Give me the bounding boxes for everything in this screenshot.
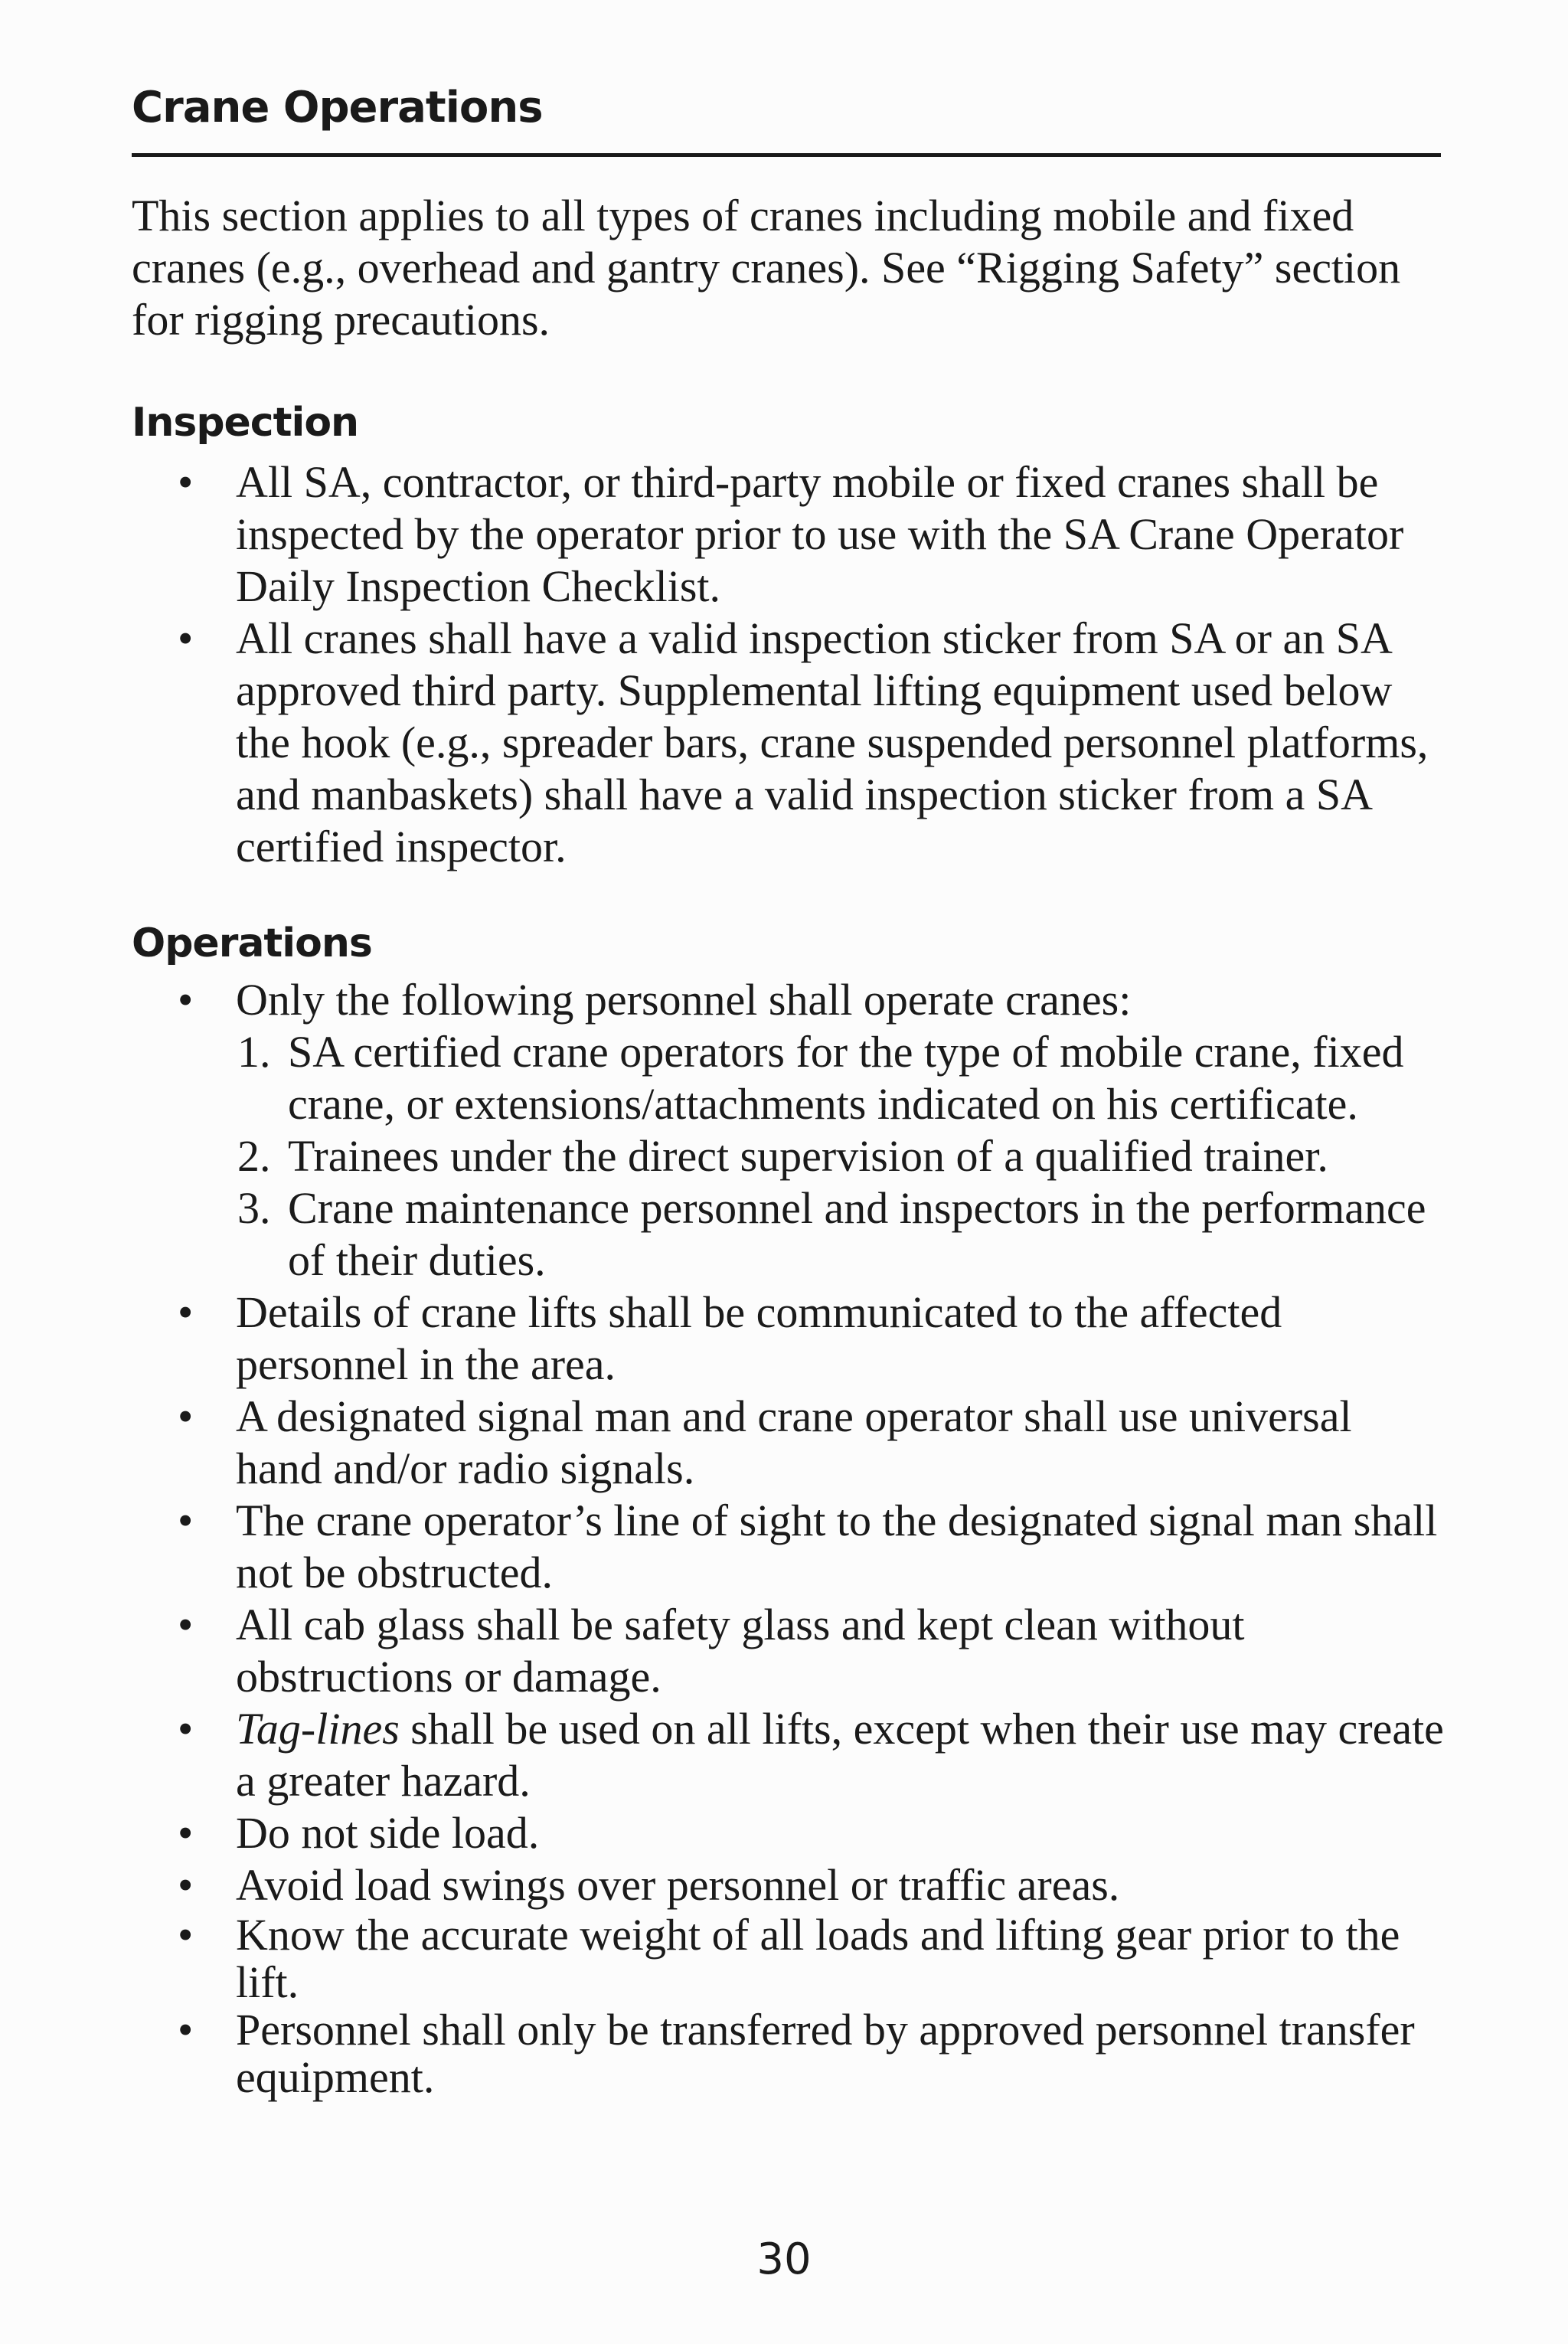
list-item	[132, 1391, 1449, 1495]
bullet-mark: •	[178, 613, 194, 663]
list-item-text: Details of crane lifts shall be communicated to the affected personnel in the area.	[236, 1287, 1282, 1389]
list-item-text: All cab glass shall be safety glass and kept clean without obstructions or damage.	[236, 1600, 1245, 1702]
list-item-text: Avoid load swings over personnel or traffic areas.	[236, 1860, 1120, 1910]
tag-lines-term: Tag-lines	[236, 1704, 400, 1754]
bullet-mark: •	[178, 457, 194, 507]
numbered-item-text: Trainees under the direct supervision of a qualified trainer.	[288, 1131, 1328, 1181]
list-item-text: All cranes shall have a valid inspection sticker from SA or an SA approved third party. Supplemental lifting equipment used below the hook (e.g., spreader bars, crane suspended personnel platforms, and manbaskets) shall have a valid inspection sticker from a SA certified inspector.	[236, 613, 1429, 871]
list-item	[132, 1286, 1449, 1391]
list-item	[132, 2006, 1449, 2101]
bullet-mark: •	[178, 1391, 194, 1441]
intro-paragraph: This section applies to all types of cranes including mobile and fixed cranes (e.g., overhead and gantry cranes). See “Rigging Safety” section for rigging precautions.	[132, 191, 1401, 345]
list-item	[132, 1703, 1449, 1807]
inspection-list	[132, 456, 1449, 873]
numbered-item	[132, 1130, 1449, 1182]
bullet-mark: •	[178, 1704, 194, 1754]
list-item	[132, 1911, 1449, 2006]
list-item	[132, 974, 1449, 1286]
operations-list	[132, 974, 1449, 2101]
list-item-text: Know the accurate weight of all loads and lifting gear prior to the lift.	[236, 1910, 1400, 2007]
item-number: 1.	[237, 1027, 271, 1077]
numbered-item-text: Crane maintenance personnel and inspectors in the performance of their duties.	[288, 1183, 1426, 1285]
list-item	[132, 1807, 1449, 1859]
bullet-mark: •	[178, 1860, 194, 1910]
list-item	[132, 1599, 1449, 1703]
list-item-text: Personnel shall only be transferred by approved personnel transfer equipment.	[236, 2005, 1415, 2102]
bullet-mark: •	[178, 1287, 194, 1337]
bullet-mark: •	[178, 1910, 194, 1960]
list-item-text: All SA, contractor, or third-party mobile or fixed cranes shall be inspected by the operator prior to use with the SA Crane Operator Daily Inspection Checklist.	[236, 457, 1404, 611]
bullet-mark: •	[178, 975, 194, 1025]
list-item-text: A designated signal man and crane operator shall use universal hand and/or radio signals.	[236, 1391, 1352, 1493]
bullet-mark: •	[178, 1808, 194, 1858]
bullet-mark: •	[178, 1496, 194, 1545]
item-number: 3.	[237, 1183, 271, 1233]
operations-heading: Operations	[132, 920, 372, 966]
inspection-heading: Inspection	[132, 400, 359, 446]
numbered-item	[132, 1026, 1449, 1130]
item-number: 2.	[237, 1131, 271, 1181]
list-item-text: shall be used on all lifts, except when their use may create a greater hazard.	[236, 1704, 1444, 1806]
numbered-item-text: SA certified crane operators for the type of mobile crane, fixed crane, or extensions/attachments indicated on his certificate.	[288, 1027, 1404, 1129]
page-title: Crane Operations	[132, 83, 543, 132]
list-item-text: Do not side load.	[236, 1808, 540, 1858]
bullet-mark: •	[178, 2005, 194, 2055]
operator-qualification-list	[236, 1026, 1449, 1286]
list-item	[132, 613, 1449, 873]
title-divider	[132, 153, 1441, 157]
list-item	[132, 1859, 1449, 1911]
list-item	[132, 456, 1449, 613]
list-item	[132, 1495, 1449, 1599]
list-item-text: Only the following personnel shall operate cranes:	[236, 975, 1132, 1025]
numbered-item	[132, 1182, 1449, 1286]
list-item-text: The crane operator’s line of sight to the designated signal man shall not be obstructed.	[236, 1496, 1438, 1597]
page-number: 30	[756, 2234, 812, 2284]
bullet-mark: •	[178, 1600, 194, 1649]
